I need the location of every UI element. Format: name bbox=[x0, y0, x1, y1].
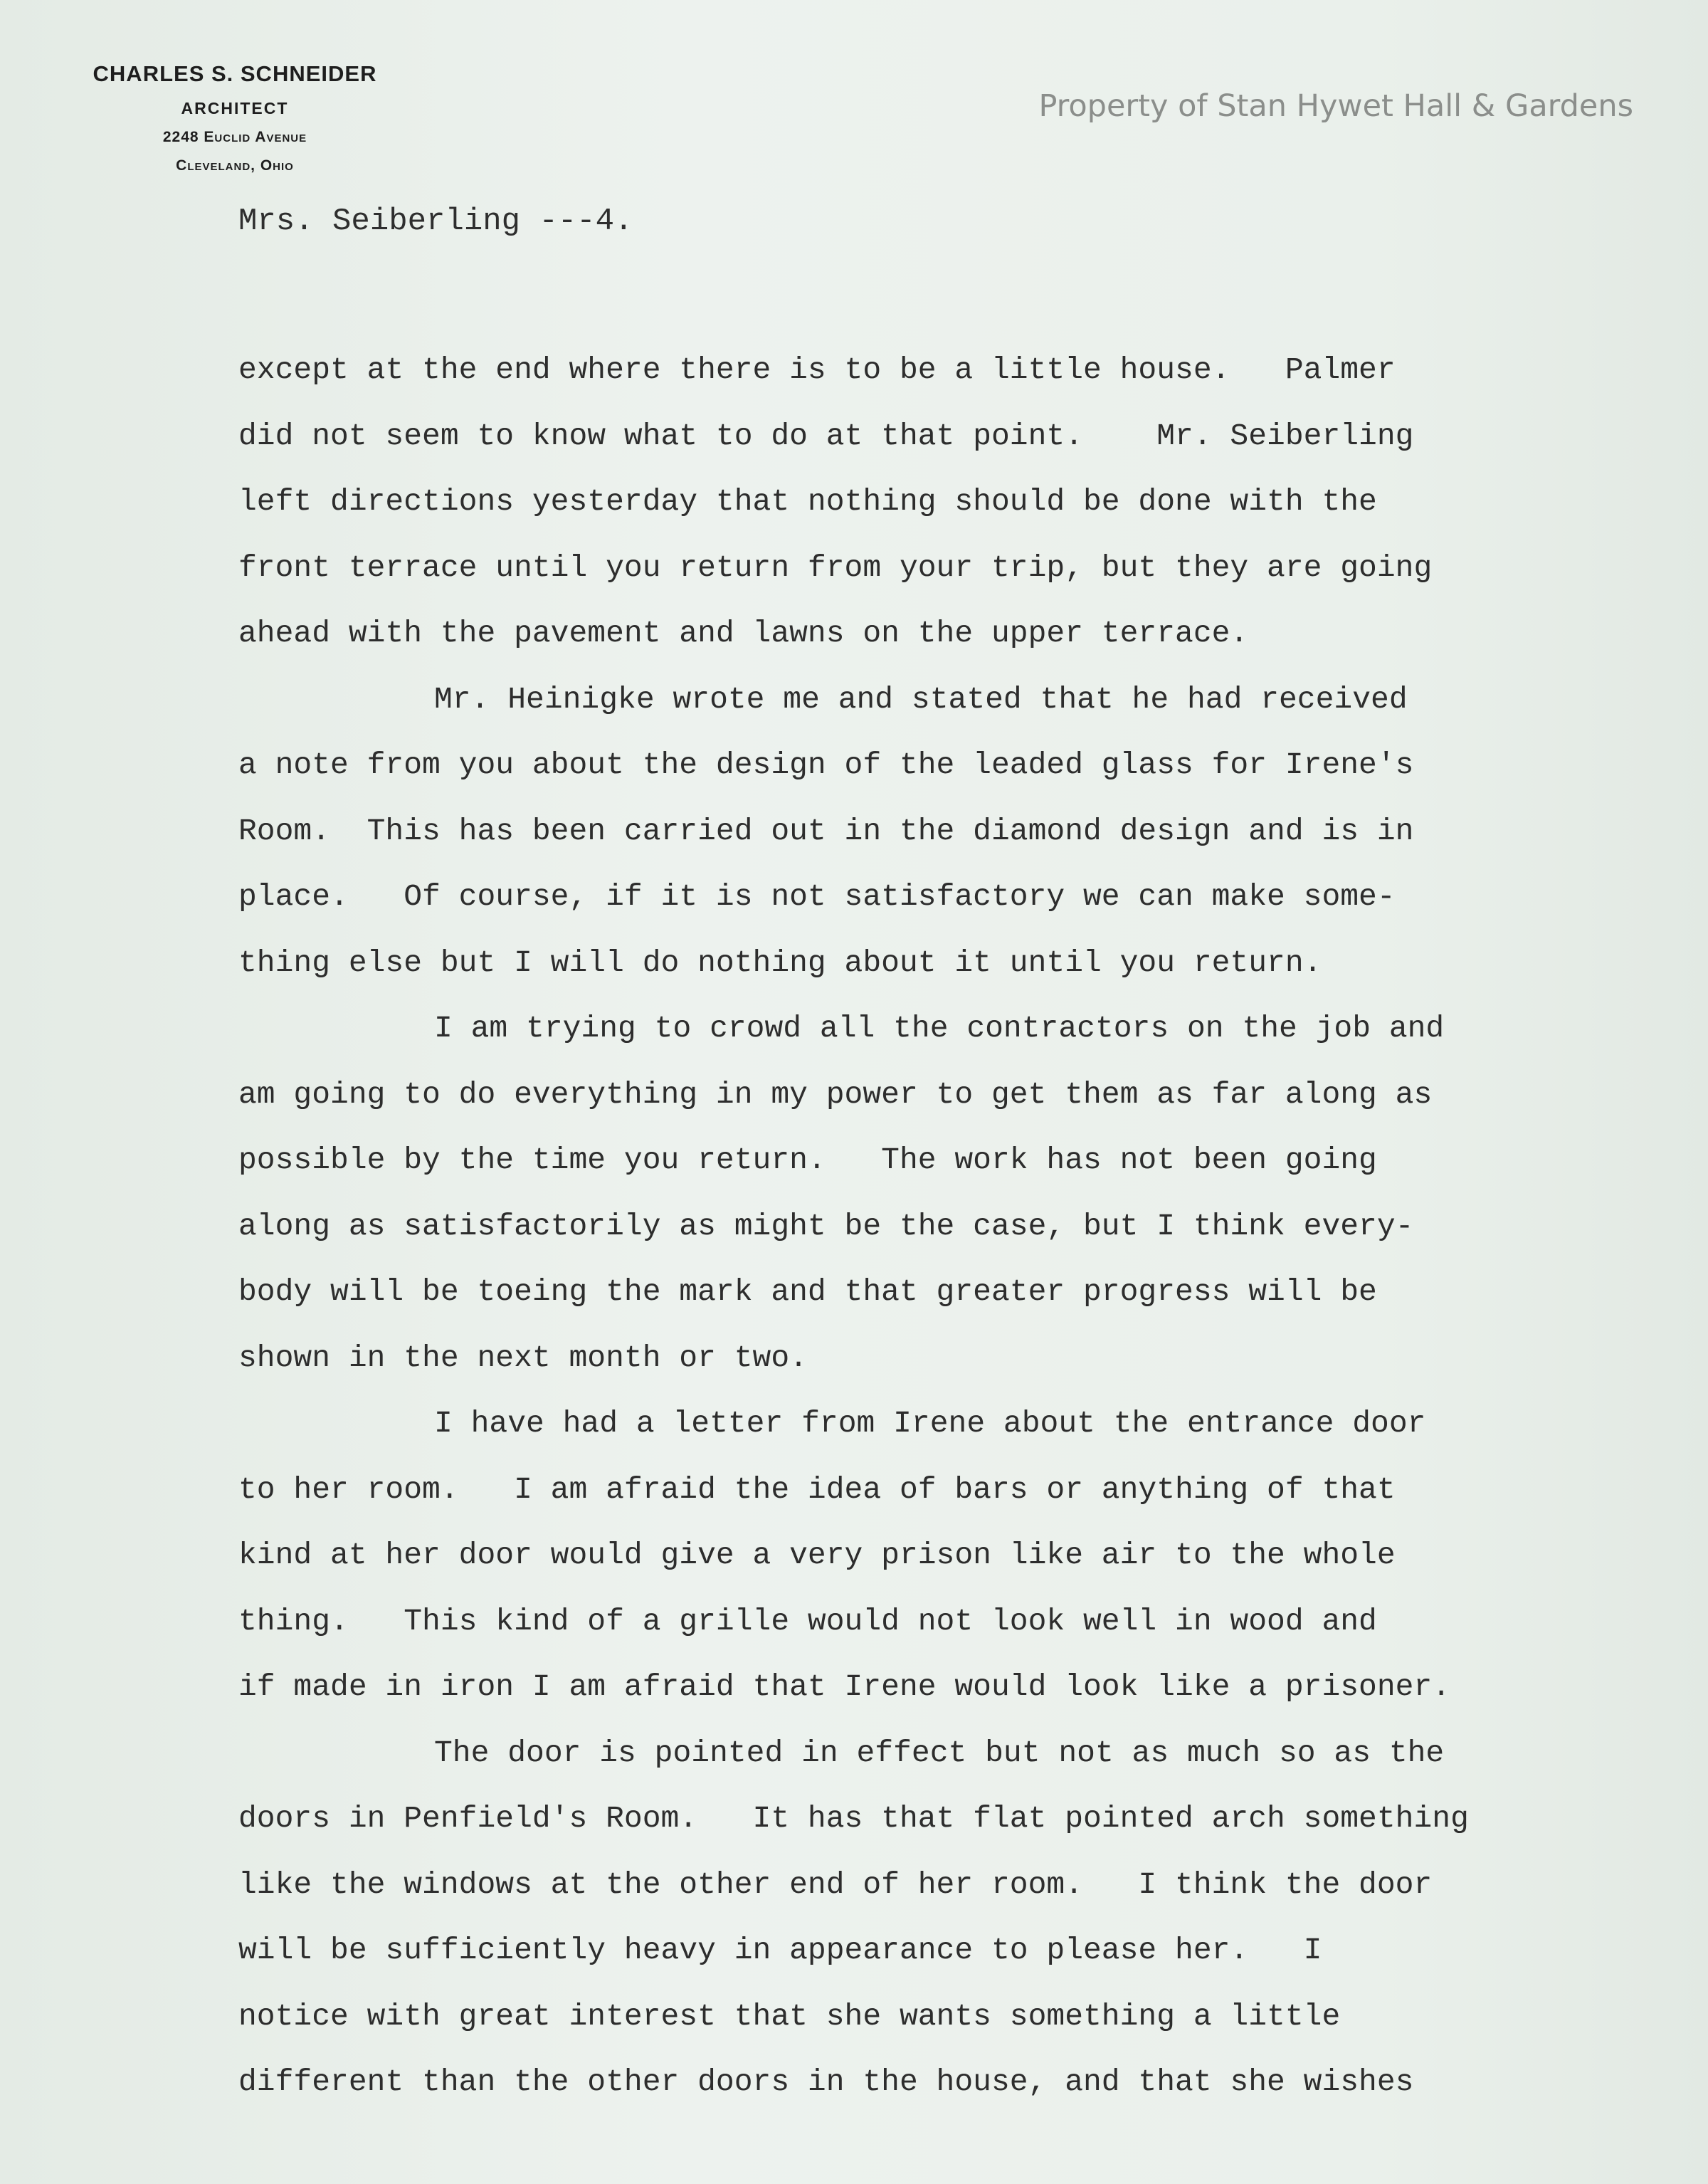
text-line: different than the other doors in the house, and that she wishes bbox=[238, 2064, 1414, 2099]
letterhead-name: CHARLES S. SCHNEIDER bbox=[93, 61, 377, 86]
text-line: front terrace until you return from your trip, but they are going bbox=[238, 550, 1433, 585]
text-line: shown in the next month or two. bbox=[238, 1340, 808, 1375]
text-line: to her room. I am afraid the idea of bars or anything of that bbox=[238, 1471, 1396, 1507]
text-line: possible by the time you return. The work has not been going bbox=[238, 1143, 1377, 1177]
text-line: Mr. Heinigke wrote me and stated that he had received bbox=[434, 681, 1408, 717]
text-line: Room. This has been carried out in the diamond design and is in bbox=[238, 813, 1414, 849]
text-line: The door is pointed in effect but not as much so as the bbox=[434, 1735, 1445, 1770]
letterhead-city: Cleveland, Ohio bbox=[176, 157, 294, 174]
text-line: I am trying to crowd all the contractors on the job and bbox=[434, 1011, 1445, 1046]
text-line: left directions yesterday that nothing should be done with the bbox=[238, 484, 1377, 519]
letter-body bbox=[238, 337, 1591, 2116]
page-header: Mrs. Seiberling ---4. bbox=[238, 204, 633, 239]
text-line: if made in iron I am afraid that Irene would look like a prisoner. bbox=[238, 1669, 1451, 1704]
ownership-watermark: Property of Stan Hywet Hall & Gardens bbox=[1038, 88, 1633, 124]
text-line: I have had a letter from Irene about the entrance door bbox=[434, 1406, 1426, 1441]
letterhead-street: 2248 Euclid Avenue bbox=[162, 129, 307, 145]
text-line: like the windows at the other end of her room. I think the door bbox=[238, 1867, 1433, 1902]
text-line: thing. This kind of a grille would not look well in wood and bbox=[238, 1603, 1377, 1639]
text-line: place. Of course, if it is not satisfactory we can make some- bbox=[238, 879, 1396, 914]
letterhead-title: ARCHITECT bbox=[181, 99, 289, 117]
text-line: along as satisfactorily as might be the case, but I think every- bbox=[238, 1208, 1414, 1244]
letterhead bbox=[71, 63, 399, 187]
text-line: ahead with the pavement and lawns on the upper terrace. bbox=[238, 616, 1249, 651]
text-line: body will be toeing the mark and that greater progress will be bbox=[238, 1274, 1377, 1309]
text-line: a note from you about the design of the leaded glass for Irene's bbox=[238, 747, 1414, 782]
text-line: except at the end where there is to be a little house. Palmer bbox=[238, 352, 1396, 387]
text-line: kind at her door would give a very prison like air to the whole bbox=[238, 1538, 1396, 1573]
text-line: did not seem to know what to do at that point. Mr. Seiberling bbox=[238, 418, 1414, 453]
text-line: will be sufficiently heavy in appearance to please her. I bbox=[238, 1933, 1322, 1968]
text-line: doors in Penfield's Room. It has that flat pointed arch something bbox=[238, 1801, 1469, 1836]
text-line: am going to do everything in my power to get them as far along as bbox=[238, 1076, 1433, 1112]
text-line: thing else but I will do nothing about it until you return. bbox=[238, 945, 1322, 980]
text-line: notice with great interest that she wants something a little bbox=[238, 1998, 1341, 2034]
